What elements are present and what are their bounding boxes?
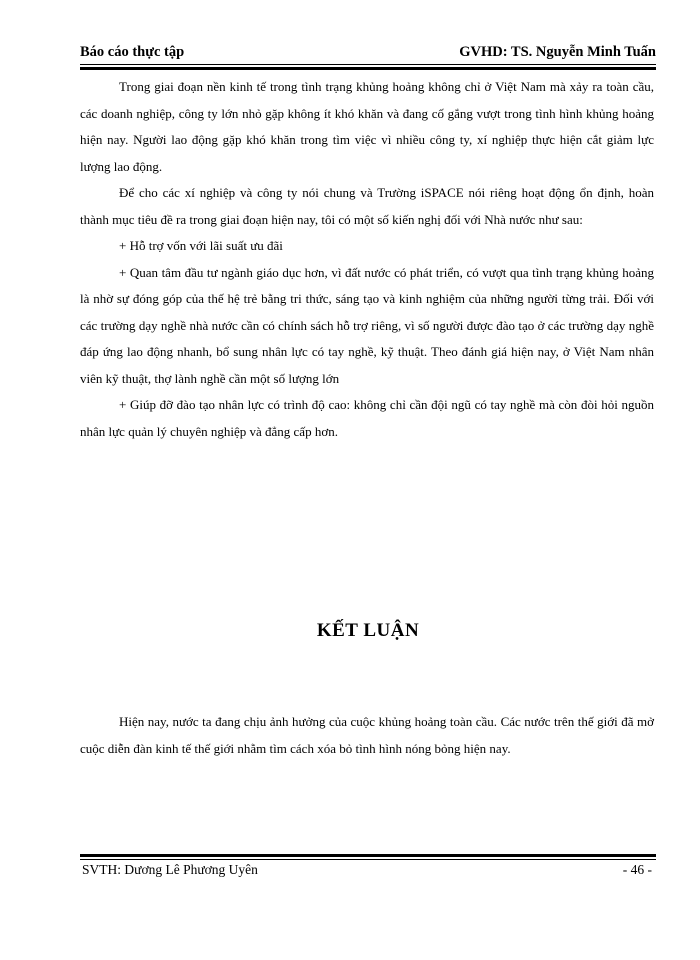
recommendation-item: + Hỗ trợ vốn với lãi suất ưu đãi bbox=[119, 238, 283, 253]
footer-student-name: SVTH: Dương Lê Phương Uyên bbox=[82, 862, 258, 877]
conclusion-heading: KẾT LUẬN bbox=[316, 620, 420, 641]
page-footer bbox=[80, 862, 656, 882]
recommendation-item: + Quan tâm đầu tư ngành giáo dục hơn, vì đất nước có phát triển, có vượt qua tình trạng khủng hoảng là nhờ sự đóng góp của thế hệ trẻ bằng tri thức, sáng tạo và kinh nghiệm của những người từng trải. Đối với các trường dạy nghề nhà nước cần có chính sách hỗ trợ riêng, vì số người được đào tạo ở các trường dạy nghề đáp ứng lao động nhanh, bổ sung nhân lực có tay nghề, kỹ thuật. Theo đánh giá hiện nay, ở Việt Nam nhân viên kỹ thuật, thợ lành nghề cần một số lượng lớn bbox=[80, 264, 654, 386]
footer-rule-thin bbox=[80, 859, 656, 860]
header-rule-thin bbox=[80, 64, 656, 65]
recommendation-item: + Giúp đỡ đào tạo nhân lực có trình độ cao: không chỉ cần đội ngũ có tay nghề mà còn đòi hỏi nguồn nhân lực quản lý chuyên nghiệp và đẳng cấp hơn. bbox=[80, 397, 654, 439]
paragraph-recommendation-intro: Để cho các xí nghiệp và công ty nói chung và Trường iSPACE nói riêng hoạt động ổn định, hoàn thành mục tiêu đề ra trong giai đoạn hiện nay, tôi có một số kiến nghị đối với Nhà nước như sau: bbox=[80, 185, 654, 227]
header-report-title: Báo cáo thực tập bbox=[80, 44, 185, 60]
page-number: - 46 - bbox=[622, 862, 652, 877]
paragraph-context: Trong giai đoạn nền kinh tế trong tình trạng khủng hoảng không chỉ ở Việt Nam mà xảy ra toàn cầu, các doanh nghiệp, công ty lớn nhỏ gặp không ít khó khăn và đang cố gắng vượt trong tình hình khủng hoảng hiện nay. Người lao động gặp khó khăn trong tìm việc vì nhiều công ty, xí nghiệp thực hiện cắt giảm lực lượng lao động. bbox=[80, 79, 654, 174]
header-advisor: GVHD: TS. Nguyễn Minh Tuấn bbox=[459, 44, 656, 60]
header-rule-thick bbox=[80, 67, 656, 70]
recommendations-section bbox=[80, 74, 654, 445]
page-header bbox=[80, 44, 656, 64]
footer-rule-thick bbox=[80, 854, 656, 857]
conclusion-paragraph: Hiện nay, nước ta đang chịu ảnh hưởng của cuộc khủng hoảng toàn cầu. Các nước trên thế giới đã mở cuộc diễn đàn kinh tế thế giới nhằm tìm cách xóa bỏ tình hình nóng bỏng hiện nay. bbox=[80, 714, 654, 756]
conclusion-section bbox=[80, 709, 654, 762]
